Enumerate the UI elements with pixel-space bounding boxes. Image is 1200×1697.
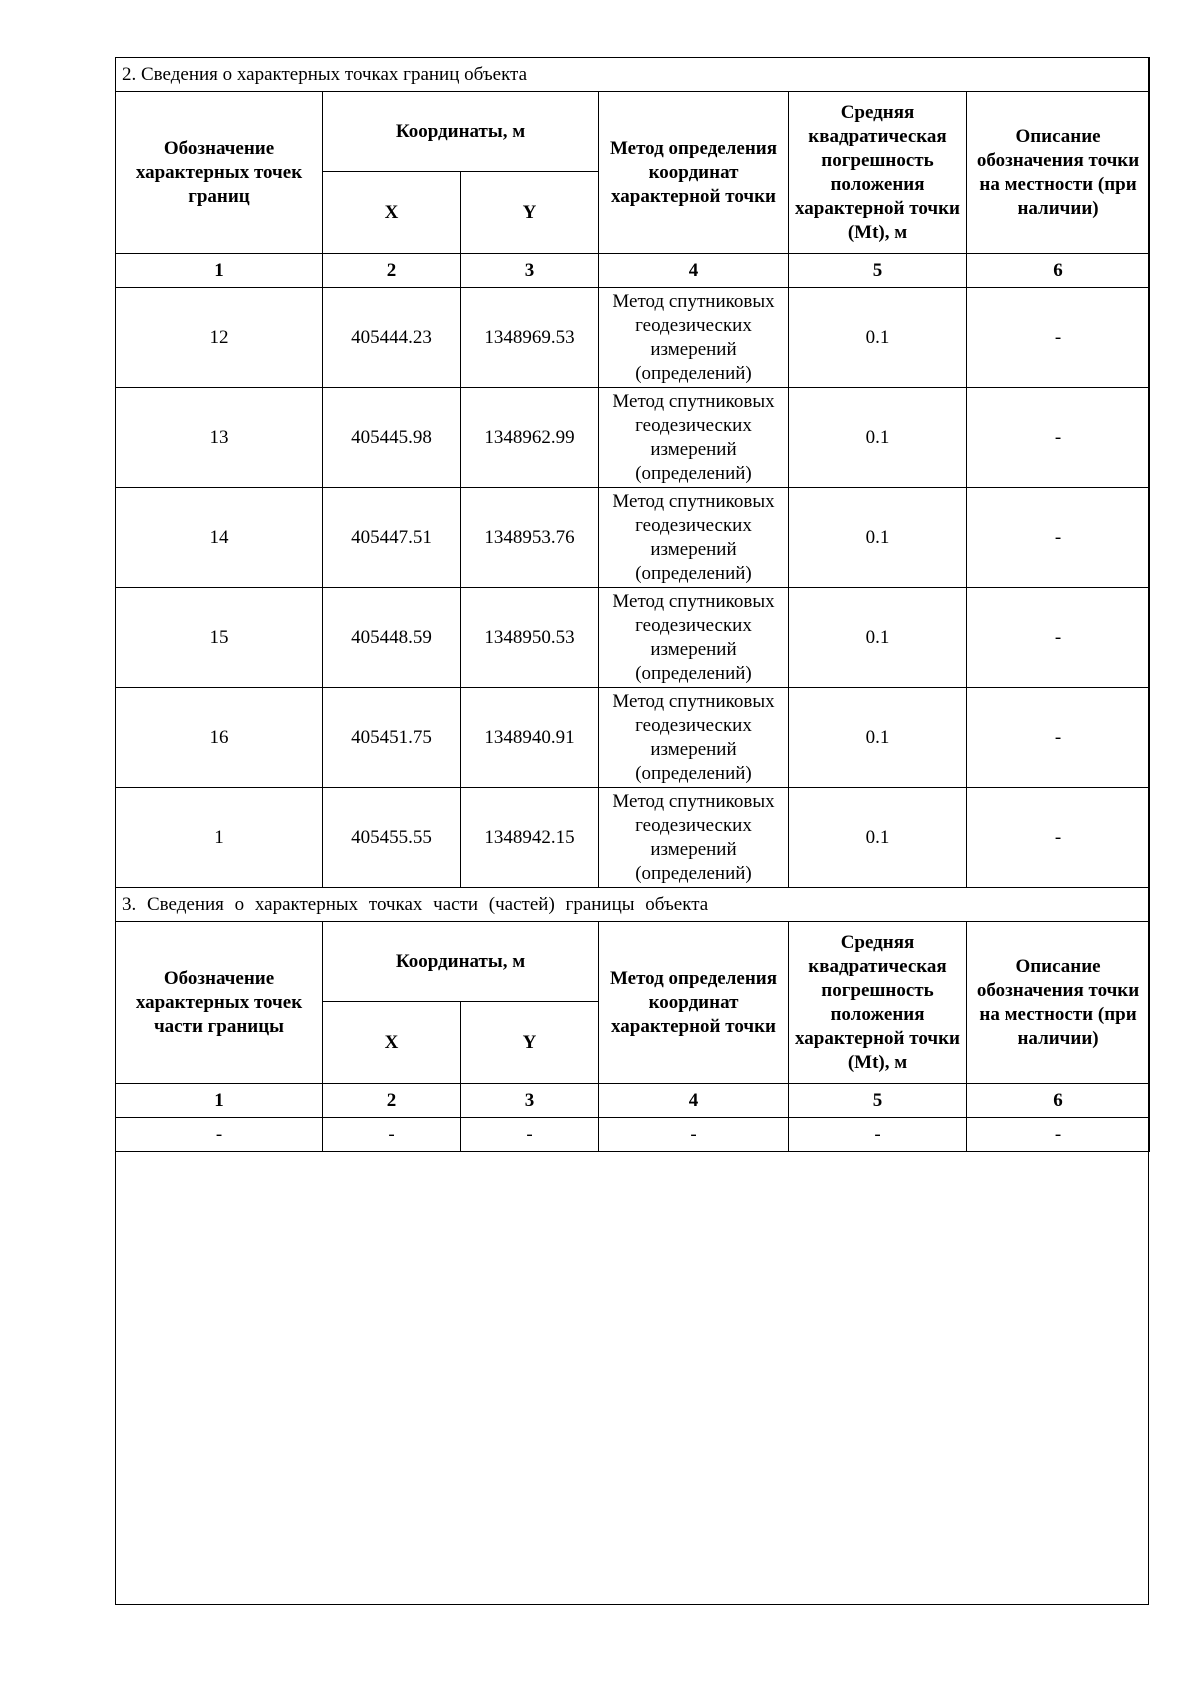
header-coords: Координаты, м — [323, 922, 599, 1002]
table-row — [116, 688, 1150, 788]
cell-error: 0.1 — [789, 588, 967, 688]
cell-method: Метод спутниковых геодезических измерений (определений) — [599, 588, 789, 688]
header-coords: Координаты, м — [323, 92, 599, 172]
header-point: Обозначение характерных точек границ — [116, 92, 323, 254]
cell-point: 1 — [116, 788, 323, 888]
col-number: 2 — [323, 254, 461, 288]
table-row — [116, 1118, 1150, 1152]
cell-point: - — [116, 1118, 323, 1152]
cell-x: 405451.75 — [323, 688, 461, 788]
cell-error: 0.1 — [789, 288, 967, 388]
cell-point: 13 — [116, 388, 323, 488]
cell-y: 1348962.99 — [461, 388, 599, 488]
cell-x: 405448.59 — [323, 588, 461, 688]
table-row — [116, 388, 1150, 488]
cell-x: 405445.98 — [323, 388, 461, 488]
cell-method: Метод спутниковых геодезических измерений (определений) — [599, 488, 789, 588]
header-error: Средняя квадратическая погрешность положения характерной точки (Mt), м — [789, 922, 967, 1084]
header-x: X — [323, 172, 461, 254]
cell-error: - — [789, 1118, 967, 1152]
col-number: 6 — [967, 254, 1150, 288]
header-y: Y — [461, 1002, 599, 1084]
cell-method: Метод спутниковых геодезических измерений (определений) — [599, 388, 789, 488]
cell-method: Метод спутниковых геодезических измерений (определений) — [599, 688, 789, 788]
cell-point: 15 — [116, 588, 323, 688]
cell-point: 12 — [116, 288, 323, 388]
col-number: 4 — [599, 1084, 789, 1118]
header-method: Метод определения координат характерной точки — [599, 922, 789, 1084]
cell-y: 1348969.53 — [461, 288, 599, 388]
col-number: 2 — [323, 1084, 461, 1118]
table-row — [116, 488, 1150, 588]
cell-y: 1348953.76 — [461, 488, 599, 588]
cell-description: - — [967, 1118, 1150, 1152]
header-y: Y — [461, 172, 599, 254]
cell-description: - — [967, 388, 1150, 488]
col-number: 3 — [461, 254, 599, 288]
cell-error: 0.1 — [789, 688, 967, 788]
cell-description: - — [967, 488, 1150, 588]
cell-y: 1348940.91 — [461, 688, 599, 788]
col-number: 5 — [789, 1084, 967, 1118]
table-row — [116, 588, 1150, 688]
boundary-points-table — [115, 57, 1150, 888]
section-3-title: 3. Сведения о характерных точках части (частей) границы объекта — [116, 888, 1150, 922]
col-number: 1 — [116, 254, 323, 288]
table-row — [116, 788, 1150, 888]
header-point: Обозначение характерных точек части границы — [116, 922, 323, 1084]
cell-method: Метод спутниковых геодезических измерений (определений) — [599, 788, 789, 888]
header-method: Метод определения координат характерной точки — [599, 92, 789, 254]
col-number: 1 — [116, 1084, 323, 1118]
part-boundary-points-table — [115, 887, 1150, 1152]
cell-description: - — [967, 288, 1150, 388]
cell-error: 0.1 — [789, 488, 967, 588]
col-number: 6 — [967, 1084, 1150, 1118]
header-error: Средняя квадратическая погрешность положения характерной точки (Mt), м — [789, 92, 967, 254]
table-row — [116, 288, 1150, 388]
cell-point: 14 — [116, 488, 323, 588]
col-number: 5 — [789, 254, 967, 288]
cell-point: 16 — [116, 688, 323, 788]
cell-description: - — [967, 788, 1150, 888]
cell-error: 0.1 — [789, 788, 967, 888]
cell-method: - — [599, 1118, 789, 1152]
cell-x: 405444.23 — [323, 288, 461, 388]
header-description: Описание обозначения точки на местности (при наличии) — [967, 92, 1150, 254]
cell-error: 0.1 — [789, 388, 967, 488]
header-description: Описание обозначения точки на местности (при наличии) — [967, 922, 1150, 1084]
cell-x: 405447.51 — [323, 488, 461, 588]
cell-y: 1348942.15 — [461, 788, 599, 888]
cell-y: - — [461, 1118, 599, 1152]
cell-y: 1348950.53 — [461, 588, 599, 688]
cell-description: - — [967, 588, 1150, 688]
section-2-title: 2. Сведения о характерных точках границ объекта — [116, 58, 1150, 92]
cell-x: 405455.55 — [323, 788, 461, 888]
cell-x: - — [323, 1118, 461, 1152]
col-number: 3 — [461, 1084, 599, 1118]
cell-description: - — [967, 688, 1150, 788]
cell-method: Метод спутниковых геодезических измерений (определений) — [599, 288, 789, 388]
col-number: 4 — [599, 254, 789, 288]
header-x: X — [323, 1002, 461, 1084]
